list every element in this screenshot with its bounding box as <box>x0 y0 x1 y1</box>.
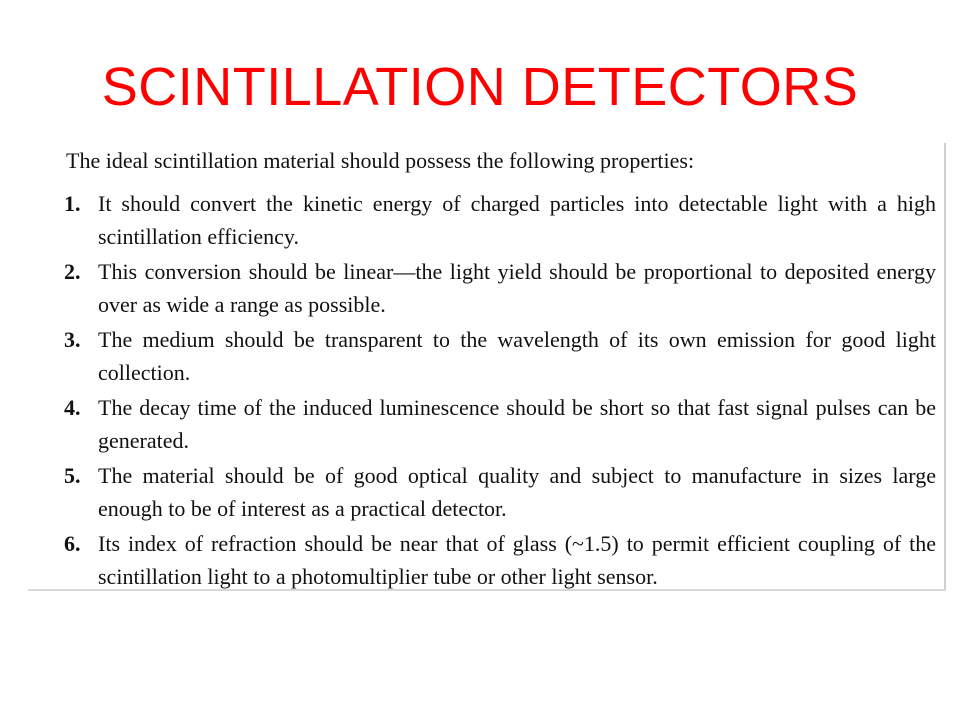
property-number: 4. <box>64 395 81 420</box>
property-item-4 <box>64 391 940 459</box>
property-item-1 <box>64 187 940 255</box>
property-number: 6. <box>64 531 81 556</box>
slide-title: SCINTILLATION DETECTORS <box>101 57 859 117</box>
properties-list <box>64 187 940 595</box>
property-text: The medium should be transparent to the wavelength of its own emission for good light collection. <box>98 327 936 385</box>
property-number: 3. <box>64 327 81 352</box>
property-item-6 <box>64 527 940 595</box>
property-text: Its index of refraction should be near that of glass (~1.5) to permit efficient coupling of the scintillation light to a photomultiplier tube or other light sensor. <box>98 531 936 589</box>
property-text: It should convert the kinetic energy of charged particles into detectable light with a high scintillation efficiency. <box>98 191 936 249</box>
property-item-3 <box>64 323 940 391</box>
intro-text: The ideal scintillation material should possess the following properties: <box>66 148 695 173</box>
property-item-5 <box>64 459 940 527</box>
property-number: 5. <box>64 463 81 488</box>
property-number: 1. <box>64 191 81 216</box>
property-text: This conversion should be linear—the light yield should be proportional to deposited energy over as wide a range as possible. <box>98 259 936 317</box>
scanned-text-panel <box>28 143 946 591</box>
property-number: 2. <box>64 259 81 284</box>
property-text: The material should be of good optical quality and subject to manufacture in sizes large enough to be of interest as a practical detector. <box>98 463 936 521</box>
property-item-2 <box>64 255 940 323</box>
property-text: The decay time of the induced luminescence should be short so that fast signal pulses can be generated. <box>98 395 936 453</box>
